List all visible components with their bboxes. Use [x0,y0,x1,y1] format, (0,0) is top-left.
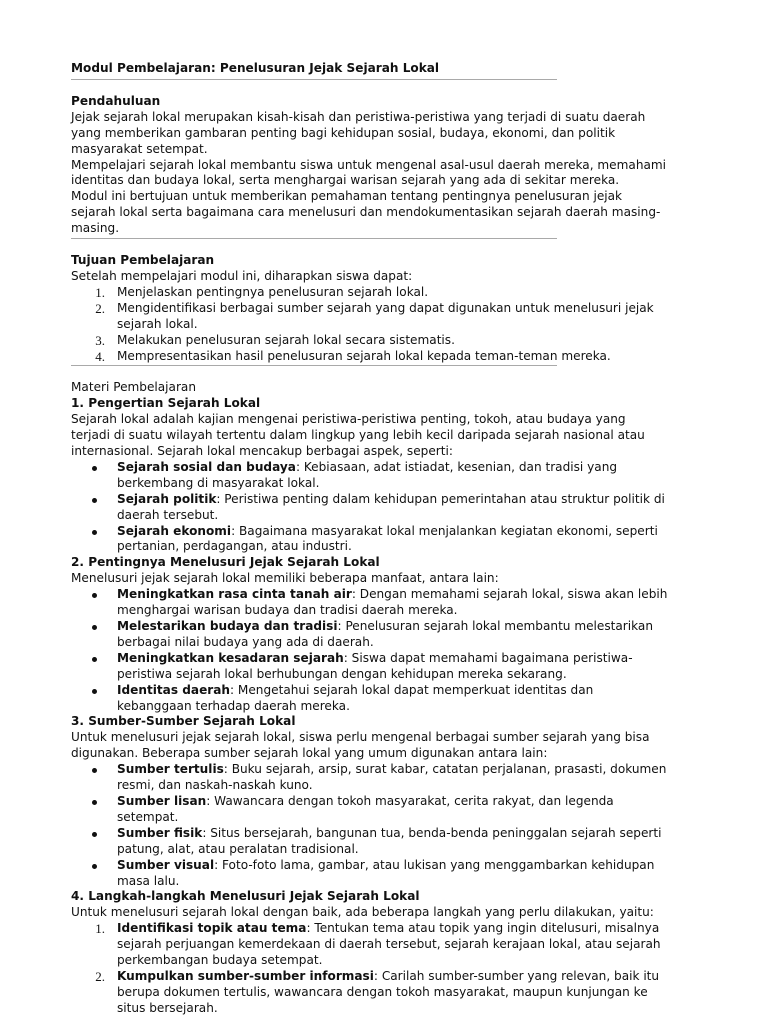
list-desc: : Tentukan tema atau topik yang ingin ditelusuri, misalnya sejarah perjuangan kemerdekaan di daerah tersebut, sejarah kerajaan lokal, atau sejarah perkembangan budaya setempat. [117,921,661,968]
bullet-icon [92,593,97,598]
list-item [71,460,668,492]
list-item-text: Mempresentasikan hasil penelusuran sejarah lokal kepada teman-teman mereka. [117,348,611,363]
bullet-icon [92,768,97,773]
list-item-text: Menjelaskan pentingnya penelusuran sejarah lokal. [117,284,429,299]
list-item [71,285,668,301]
list-item [71,619,668,651]
objectives-list [71,285,668,365]
list-term: Identitas daerah [117,682,231,697]
subsection-lead: Untuk menelusuri jejak sejarah lokal, siswa perlu mengenal berbagai sumber sejarah yang bisa digunakan. Beberapa sumber sejarah lokal yang umum digunakan antara lain: [71,730,650,761]
list-item [71,683,668,715]
list-number: 2. [95,968,105,984]
document-title: Modul Pembelajaran: Penelusuran Jejak Sejarah Lokal [71,61,440,75]
list-item [71,333,668,349]
list-desc: : Kebiasaan, adat istiadat, kesenian, dan tradisi yang berkembang di masyarakat lokal. [117,459,618,490]
title-divider [71,79,557,80]
list-item [71,587,668,619]
list-term: Meningkatkan rasa cinta tanah air [117,587,352,602]
list-desc: : Foto-foto lama, gambar, atau lukisan yang menggambarkan kehidupan masa lalu. [117,857,655,888]
list-term: Sejarah sosial dan budaya [117,459,296,474]
list-term: Sumber lisan [117,793,207,808]
intro-divider [71,238,557,239]
objectives-heading: Tujuan Pembelajaran [71,253,215,268]
list-item [71,349,668,365]
list-term: Sumber visual [117,857,215,872]
subsection-lead: Untuk menelusuri sejarah lokal dengan baik, ada beberapa langkah yang perlu dilakukan, yaitu: [71,905,654,920]
list-number: 3. [95,332,105,348]
list-item-text: Melakukan penelusuran sejarah lokal secara sistematis. [117,332,455,347]
list-term: Sejarah politik [117,491,217,506]
list-desc: : Peristiwa penting dalam kehidupan pemerintahan atau struktur politik di daerah tersebut. [117,491,665,522]
intro-paragraph: Mempelajari sejarah lokal membantu siswa untuk mengenal asal-usul daerah mereka, memahami identitas dan budaya lokal, serta menghargai warisan sejarah yang ada di sekitar mereka. [71,157,667,188]
list-term: Identifikasi topik atau tema [117,921,307,936]
list-desc: : Carilah sumber-sumber yang relevan, baik itu berupa dokumen tertulis, wawancara dengan tokoh masyarakat, maupun kunjungan ke situs bersejarah. [117,968,660,1015]
materi-section [71,380,668,1016]
bullet-icon [92,498,97,503]
list-item [71,524,668,556]
list-item [71,794,668,826]
bullet-icon [92,689,97,694]
list-desc: : Mengetahui sejarah lokal dapat memperkuat identitas dan kebanggaan terhadap daerah mereka. [117,682,594,713]
list-term: Melestarikan budaya dan tradisi [117,619,338,633]
bullet-icon [92,625,97,630]
intro-heading: Pendahuluan [71,93,161,108]
intro-paragraph: Jejak sejarah lokal merupakan kisah-kisah dan peristiwa-peristiwa yang terjadi di suatu daerah yang memberikan gambaran penting bagi kehidupan sosial, budaya, ekonomi, dan politik masyarakat setempat. [71,109,646,156]
bullet-list [71,587,668,714]
list-desc: : Bagaimana masyarakat lokal menjalankan kegiatan ekonomi, seperti pertanian, perdagangan, atau industri. [117,523,658,554]
subsection-lead: Sejarah lokal adalah kajian mengenai peristiwa-peristiwa penting, tokoh, atau budaya yang terjadi di suatu wilayah tertentu dalam lingkup yang lebih kecil daripada sejarah nasional atau internasional. Sejarah lokal mencakup berbagai aspek, seperti: [71,412,645,459]
subsection-lead: Menelusuri jejak sejarah lokal memiliki beberapa manfaat, antara lain: [71,571,499,586]
bullet-icon [92,657,97,662]
list-desc: : Buku sejarah, arsip, surat kabar, catatan perjalanan, prasasti, dokumen resmi, dan naskah-naskah kuno. [117,762,667,793]
materi-heading: Materi Pembelajaran [71,380,196,395]
list-term: Sejarah ekonomi [117,523,232,538]
list-desc: : Dengan memahami sejarah lokal, siswa akan lebih menghargai warisan budaya dan tradisi daerah mereka. [117,587,668,618]
list-item [71,492,668,524]
list-item [71,969,668,1017]
list-number: 1. [95,284,105,300]
intro-paragraph: Modul ini bertujuan untuk memberikan pemahaman tentang pentingnya penelusuran jejak sejarah lokal serta bagaimana cara menelusuri dan mendokumentasikan sejarah daerah masing-masing. [71,189,661,236]
objectives-section [71,253,668,364]
list-item [71,921,668,969]
list-term: Kumpulkan sumber-sumber informasi [117,968,374,983]
list-item [71,651,668,683]
list-number: 4. [95,348,105,364]
objectives-divider [71,365,557,366]
bullet-icon [92,832,97,837]
subsection-heading: 4. Langkah-langkah Menelusuri Jejak Sejarah Lokal [71,889,420,904]
subsection-heading: 2. Pentingnya Menelusuri Jejak Sejarah Lokal [71,555,380,570]
list-number: 1. [95,921,105,937]
list-desc: : Wawancara dengan tokoh masyarakat, cerita rakyat, dan legenda setempat. [117,793,614,824]
list-item [71,301,668,333]
bullet-list [71,762,668,889]
bullet-icon [92,530,97,535]
list-desc: : Penelusuran sejarah lokal membantu melestarikan berbagai nilai budaya yang ada di daerah. [117,619,653,649]
list-number: 2. [95,300,105,316]
steps-list [71,921,668,1016]
list-term: Sumber fisik [117,825,203,840]
list-term: Meningkatkan kesadaran sejarah [117,650,344,665]
subsection-heading: 3. Sumber-Sumber Sejarah Lokal [71,714,296,729]
bullet-icon [92,466,97,471]
objectives-lead: Setelah mempelajari modul ini, diharapkan siswa dapat: [71,268,413,283]
subsection-heading: 1. Pengertian Sejarah Lokal [71,396,261,411]
list-desc: : Situs bersejarah, bangunan tua, benda-benda peninggalan sejarah seperti patung, alat, atau peralatan tradisional. [117,825,662,856]
bullet-icon [92,800,97,805]
intro-section [71,94,668,237]
list-desc: : Siswa dapat memahami bagaimana peristiwa-peristiwa sejarah lokal berhubungan dengan kehidupan mereka sekarang. [117,650,633,681]
bullet-list [71,460,668,555]
bullet-icon [92,864,97,869]
list-term: Sumber tertulis [117,762,224,777]
list-item [71,826,668,858]
list-item-text: Mengidentifikasi berbagai sumber sejarah yang dapat digunakan untuk menelusuri jejak sejarah lokal. [117,300,654,331]
list-item [71,762,668,794]
list-item [71,858,668,890]
